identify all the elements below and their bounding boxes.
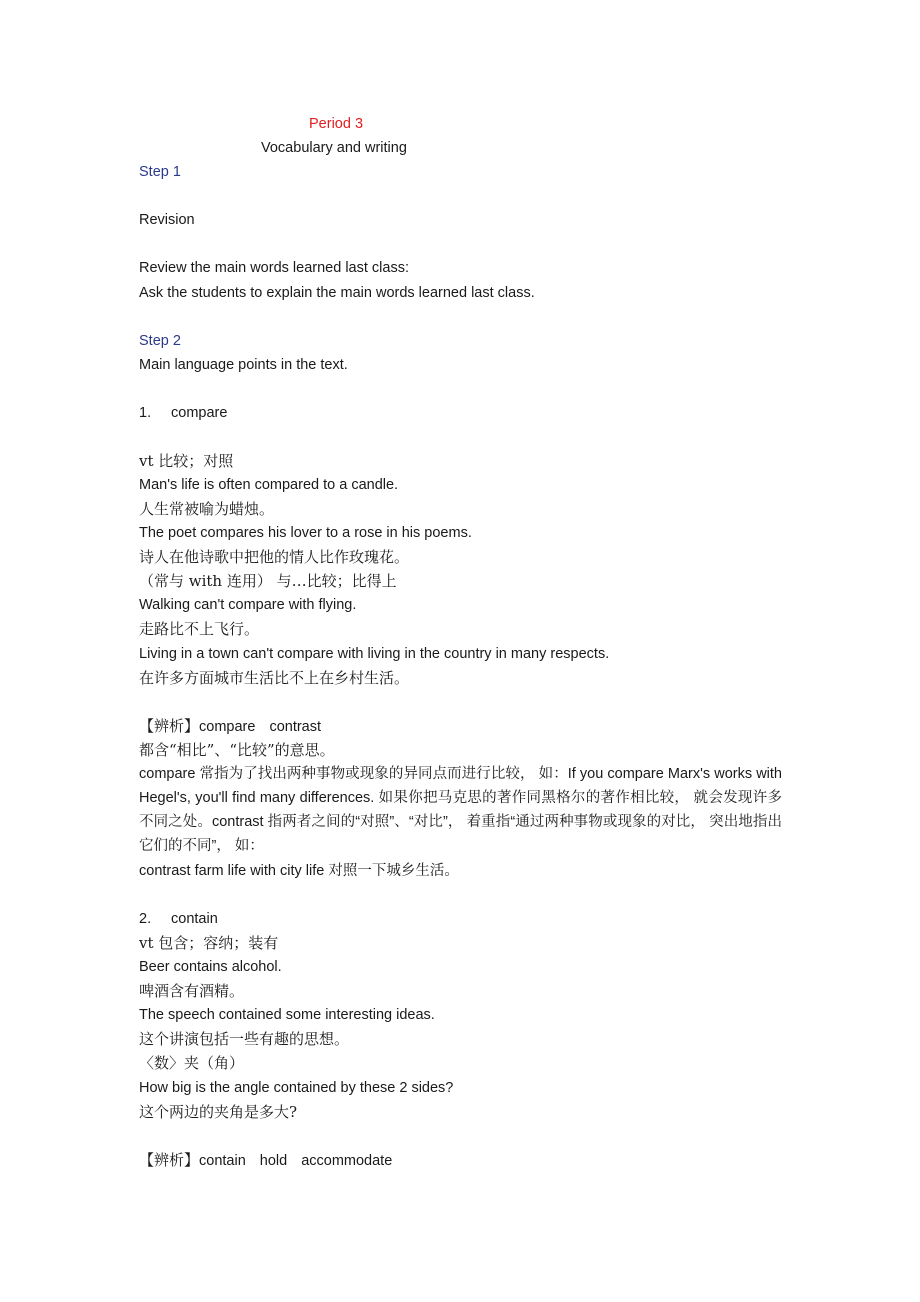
item2-analysis-tag: 【辨析】 (139, 1151, 200, 1169)
item1-ex3-en: Walking can't compare with flying. (139, 597, 357, 613)
item1-def1: vt 比较；对照 (139, 452, 234, 470)
item1-ex2-cn: 诗人在他诗歌中把他的情人比作玫瑰花。 (139, 548, 410, 566)
item1-ex4-cn: 在许多方面城市生活比不上在乡村生活。 (139, 669, 410, 687)
item2-analysis-heading (139, 1150, 392, 1171)
item2-ex3-en: How big is the angle contained by these 2 sides? (139, 1080, 454, 1096)
item1-title (139, 403, 227, 423)
step2-heading: Main language points in the text. (139, 357, 348, 373)
item2-word: contain (171, 911, 218, 927)
item1-analysis-word-2: contrast (269, 719, 322, 735)
item2-analysis-word-1: contain (199, 1153, 246, 1169)
item1-def2: （常与 with 连用） 与…比较；比得上 (139, 572, 397, 590)
item1-analysis-body: compare 常指为了找出两种事物或现象的异同点而进行比较， 如：If you compare Marx's works with Hegel's, you'll find many differences. 如果你把马克思的著作同黑格尔的著作相比较， 就会发现许多不同之处。contrast 指两者之间的“对照”、“对比”， 着重指“通过两种事物或现象的对比， 突出地指出它们的不同”， 如： (139, 766, 782, 854)
item2-def1: vt 包含；容纳；装有 (139, 934, 279, 952)
step1-line2: Ask the students to explain the main words learned last class. (139, 285, 535, 301)
item1-analysis-word-1: compare (199, 719, 256, 735)
item2-def2: 〈数〉夹（角） (139, 1054, 245, 1072)
item1-ex1-en: Man's life is often compared to a candle. (139, 477, 399, 493)
item2-analysis-word-2: hold (259, 1153, 288, 1169)
item1-analysis-tag: 【辨析】 (139, 717, 200, 735)
item1-number: 1. (139, 405, 152, 421)
item2-ex1-en: Beer contains alcohol. (139, 959, 282, 975)
item1-word: compare (171, 405, 228, 421)
item2-analysis-word-3: accommodate (301, 1153, 393, 1169)
item2-number: 2. (139, 911, 152, 927)
step1-line1: Review the main words learned last class: (139, 260, 409, 276)
item2-ex3-cn: 这个两边的夹角是多大? (139, 1103, 298, 1121)
item2-ex1-cn: 啤酒含有酒精。 (139, 982, 245, 1000)
item1-analysis-heading (139, 716, 321, 737)
item1-analysis-intro: 都含“相比”、“比较”的意思。 (139, 741, 335, 759)
step2-label: Step 2 (139, 333, 181, 349)
step1-heading: Revision (139, 212, 195, 228)
item2-ex2-en: The speech contained some interesting ideas. (139, 1007, 435, 1023)
item1-ex3-cn: 走路比不上飞行。 (139, 620, 260, 638)
period-title: Period 3 (309, 116, 364, 132)
item1-ex4-en: Living in a town can't compare with living in the country in many respects. (139, 646, 610, 662)
item1-ex2-en: The poet compares his lover to a rose in his poems. (139, 525, 472, 541)
page-subtitle: Vocabulary and writing (261, 140, 407, 156)
step1-label: Step 1 (139, 164, 181, 180)
item1-ex1-cn: 人生常被喻为蜡烛。 (139, 500, 275, 518)
item2-title (139, 909, 218, 929)
item2-ex2-cn: 这个讲演包括一些有趣的思想。 (139, 1030, 350, 1048)
item1-analysis-example: contrast farm life with city life 对照一下城乡生活。 (139, 863, 459, 879)
